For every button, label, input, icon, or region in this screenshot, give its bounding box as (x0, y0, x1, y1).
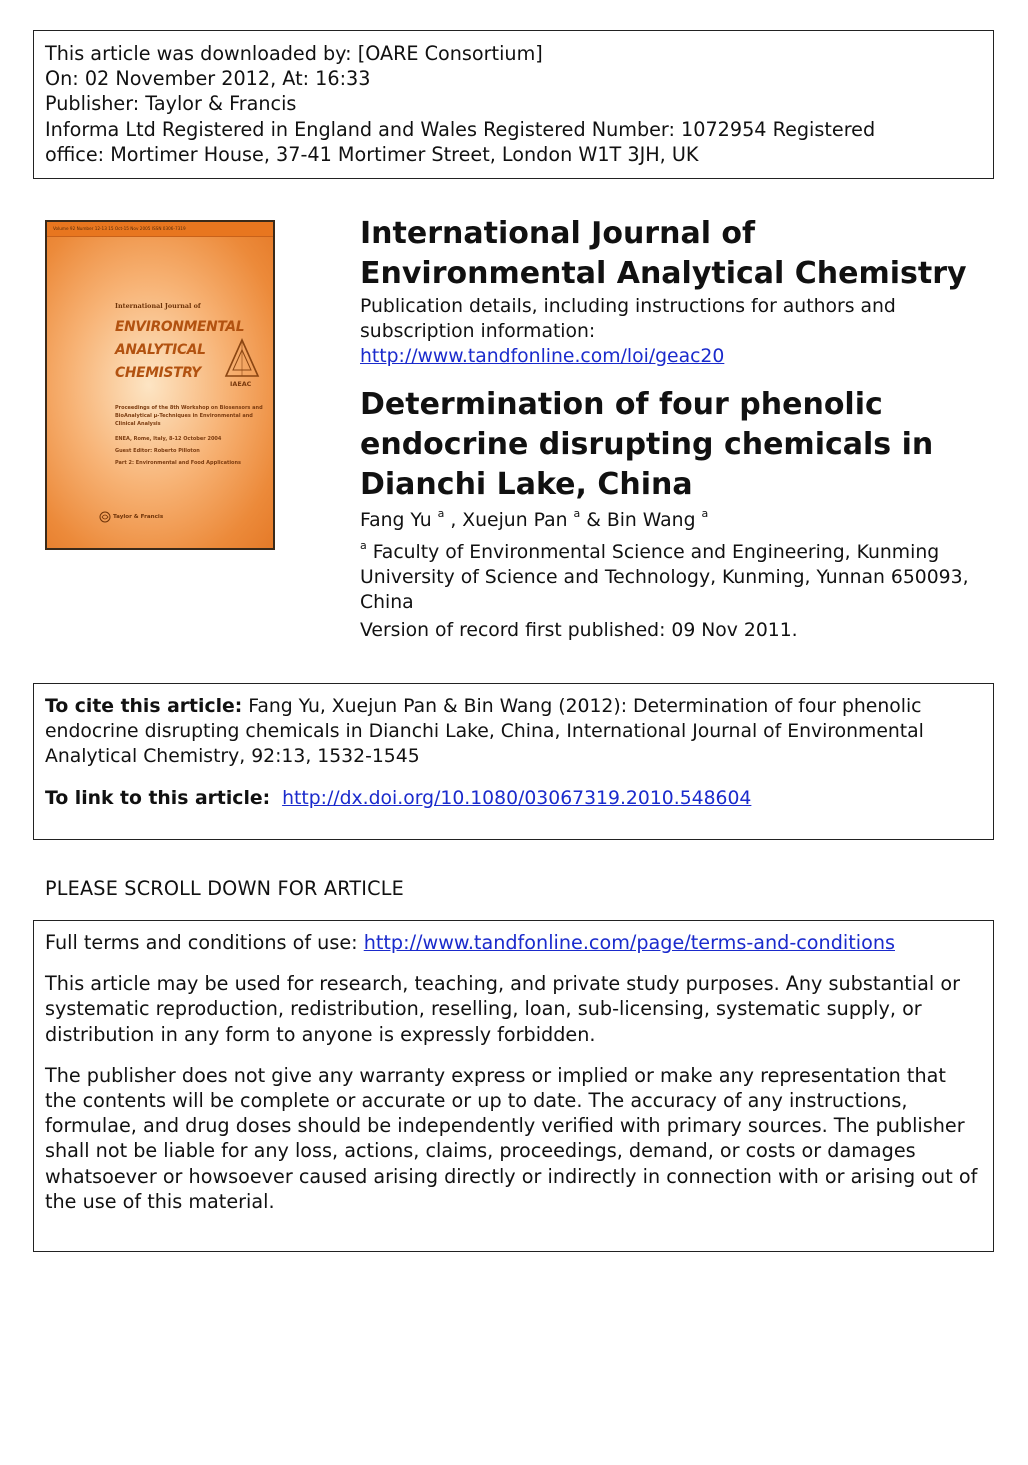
cover-word-analytical: ANALYTICAL (115, 342, 206, 358)
cover-part: Part 2: Environmental and Food Applications (115, 460, 242, 467)
terms-link[interactable]: http://www.tandfonline.com/page/terms-and-conditions (363, 931, 895, 954)
cite-label: To cite this article: (45, 696, 243, 717)
cover-intl-label: International Journal of (115, 302, 201, 310)
article-title: Determination of four phenolic endocrine disrupting chemicals in Dianchi Lake, China (360, 387, 934, 502)
publication-details-text: Publication details, including instructions for authors and subscription information: (360, 296, 896, 342)
taylor-francis-logo-icon (99, 511, 111, 523)
cover-word-environmental: ENVIRONMENTAL (115, 319, 245, 335)
journal-cover-image (45, 220, 275, 550)
terms-row (45, 930, 982, 955)
affiliation-marker: a (573, 507, 581, 520)
author-separator: , (444, 510, 463, 531)
cite-text: Fang Yu, Xuejun Pan & Bin Wang (2012): Determination of four phenolic endocrine disrupting chemicals in Dianchi Lake, China, International Journal of Environmental Analytical Chemistry, 92:13, 1532-1545 (45, 696, 924, 767)
version-of-record: Version of record first published: 09 Nov 2011. (360, 620, 798, 641)
scroll-notice: PLEASE SCROLL DOWN FOR ARTICLE (45, 877, 404, 900)
cover-society-label: IAEAC (230, 380, 252, 388)
publication-details (360, 294, 980, 369)
download-line-2: On: 02 November 2012, At: 16:33 (45, 67, 371, 91)
cover-top-band: Volume 92 Number 12-13 15 Oct-15 Nov 2005 ISSN 0306-7319 (47, 222, 273, 237)
download-line-4: Informa Ltd Registered in England and Wales Registered Number: 1072954 Registered (45, 117, 876, 141)
download-line-1: This article was downloaded by: [OARE Consortium] (45, 42, 543, 65)
author-name: Bin Wang (606, 510, 696, 531)
journal-title: International Journal of Environmental Analytical Chemistry (360, 216, 967, 291)
cover-word-chemistry: CHEMISTRY (115, 365, 201, 381)
author-separator: & (580, 510, 607, 531)
link-label: To link to this article: (45, 788, 271, 809)
affiliation (360, 540, 980, 615)
terms-paragraph-1: This article may be used for research, teaching, and private study purposes. Any substantial or systematic reproduction, redistribution, reselling, loan, sub-licensing, systematic supply, or distribution in any form to anyone is expressly forbidden. (45, 972, 960, 1046)
doi-link[interactable]: http://dx.doi.org/10.1080/03067319.2010.548604 (282, 788, 752, 809)
cover-proceedings: Proceedings of the 8th Workshop on Biosensors and BioAnalytical μ-Techniques in Environmental and Clinical Analysis (115, 405, 263, 428)
terms-label: Full terms and conditions of use: (45, 931, 358, 954)
affiliation-text: Faculty of Environmental Science and Engineering, Kunming University of Science and Technology, Kunming, Yunnan 650093, China (360, 542, 969, 613)
terms-paragraph-2: The publisher does not give any warranty express or implied or make any representation that the contents will be complete or accurate or up to date. The accuracy of any instructions, formulae, and drug doses should be independently verified with primary sources. The publisher shall not be liable for any loss, actions, claims, proceedings, demand, or costs or damages whatsoever or howsoever caused arising directly or indirectly in connection with or arising out of the use of this material. (45, 1063, 978, 1213)
iaeac-logo-icon (224, 338, 260, 380)
doi-row (45, 786, 982, 811)
affiliation-marker: a (360, 539, 367, 552)
terms-box (33, 920, 994, 1252)
cover-guest-editor: Guest Editor: Roberto Pilloton (115, 447, 200, 454)
author-list (360, 508, 980, 533)
cover-proceedings-text (115, 404, 265, 467)
journal-url-link[interactable]: http://www.tandfonline.com/loi/geac20 (360, 346, 725, 367)
affiliation-marker: a (437, 507, 445, 520)
download-line-5: office: Mortimer House, 37-41 Mortimer Street, London W1T 3JH, UK (45, 142, 699, 166)
author-name: Fang Yu (360, 510, 432, 531)
download-line-3: Publisher: Taylor & Francis (45, 92, 297, 116)
cover-meeting: ENEA, Rome, Italy, 8-12 October 2004 (115, 435, 222, 442)
download-notice-box (33, 30, 994, 179)
author-name: Xuejun Pan (462, 510, 568, 531)
cover-publisher-text: Taylor & Francis (113, 514, 164, 520)
cite-row (45, 694, 982, 769)
citation-box (33, 683, 994, 840)
affiliation-marker: a (701, 507, 709, 520)
